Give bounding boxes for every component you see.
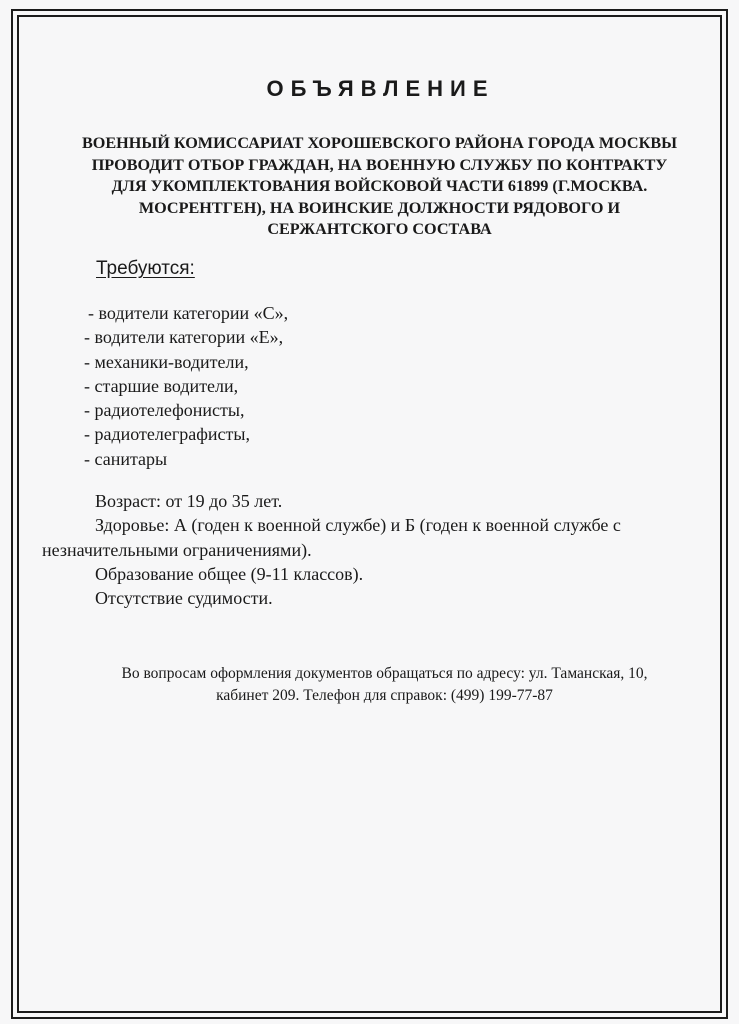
contact-address: Во вопросам оформления документов обращаться по адресу: ул. Таманская, 10, [121, 665, 648, 682]
education-requirement: Образование общее (9-11 классов). [95, 563, 364, 584]
header-line: ВОЕННЫЙ КОМИССАРИАТ ХОРОШЕВСКОГО РАЙОНА ГОРОДА МОСКВЫ [81, 134, 678, 152]
health-requirement: Здоровье: А (годен к военной службе) и Б (годен к военной службе с [95, 515, 621, 536]
header-block [40, 133, 719, 241]
header-line: МОСРЕНТГЕН), НА ВОИНСКИЕ ДОЛЖНОСТИ РЯДОВОГО И [138, 198, 621, 217]
contact-info [0, 663, 739, 707]
required-positions-list [84, 301, 288, 471]
list-item: - водители категории «С», [88, 303, 289, 323]
header-line: ДЛЯ УКОМПЛЕКТОВАНИЯ ВОЙСКОВОЙ ЧАСТИ 61899 (Г.МОСКВА. [111, 177, 648, 195]
list-item: - старшие водители, [84, 375, 239, 396]
contact-phone: кабинет 209. Телефон для справок: (499) 199-77-87 [216, 687, 553, 704]
list-item: - санитары [84, 448, 168, 469]
health-requirement-continued: незначительными ограничениями). [42, 539, 312, 560]
header-line: СЕРЖАНТСКОГО СОСТАВА [267, 220, 492, 238]
list-item: - радиотелефонисты, [84, 400, 245, 421]
conditions-block [42, 489, 702, 610]
age-requirement: Возраст: от 19 до 35 лет. [95, 491, 283, 511]
announcement-title: ОБЪЯВЛЕНИЕ [266, 76, 495, 101]
list-item: - радиотелеграфисты, [84, 424, 250, 445]
required-heading: Требуются: [96, 258, 195, 279]
header-line: ПРОВОДИТ ОТБОР ГРАЖДАН, НА ВОЕННУЮ СЛУЖБУ ПО КОНТРАКТУ [91, 155, 668, 174]
list-item: - механики-водители, [84, 351, 249, 372]
criminal-record-requirement: Отсутствие судимости. [95, 588, 273, 609]
list-item: - водители категории «Е», [84, 327, 284, 348]
